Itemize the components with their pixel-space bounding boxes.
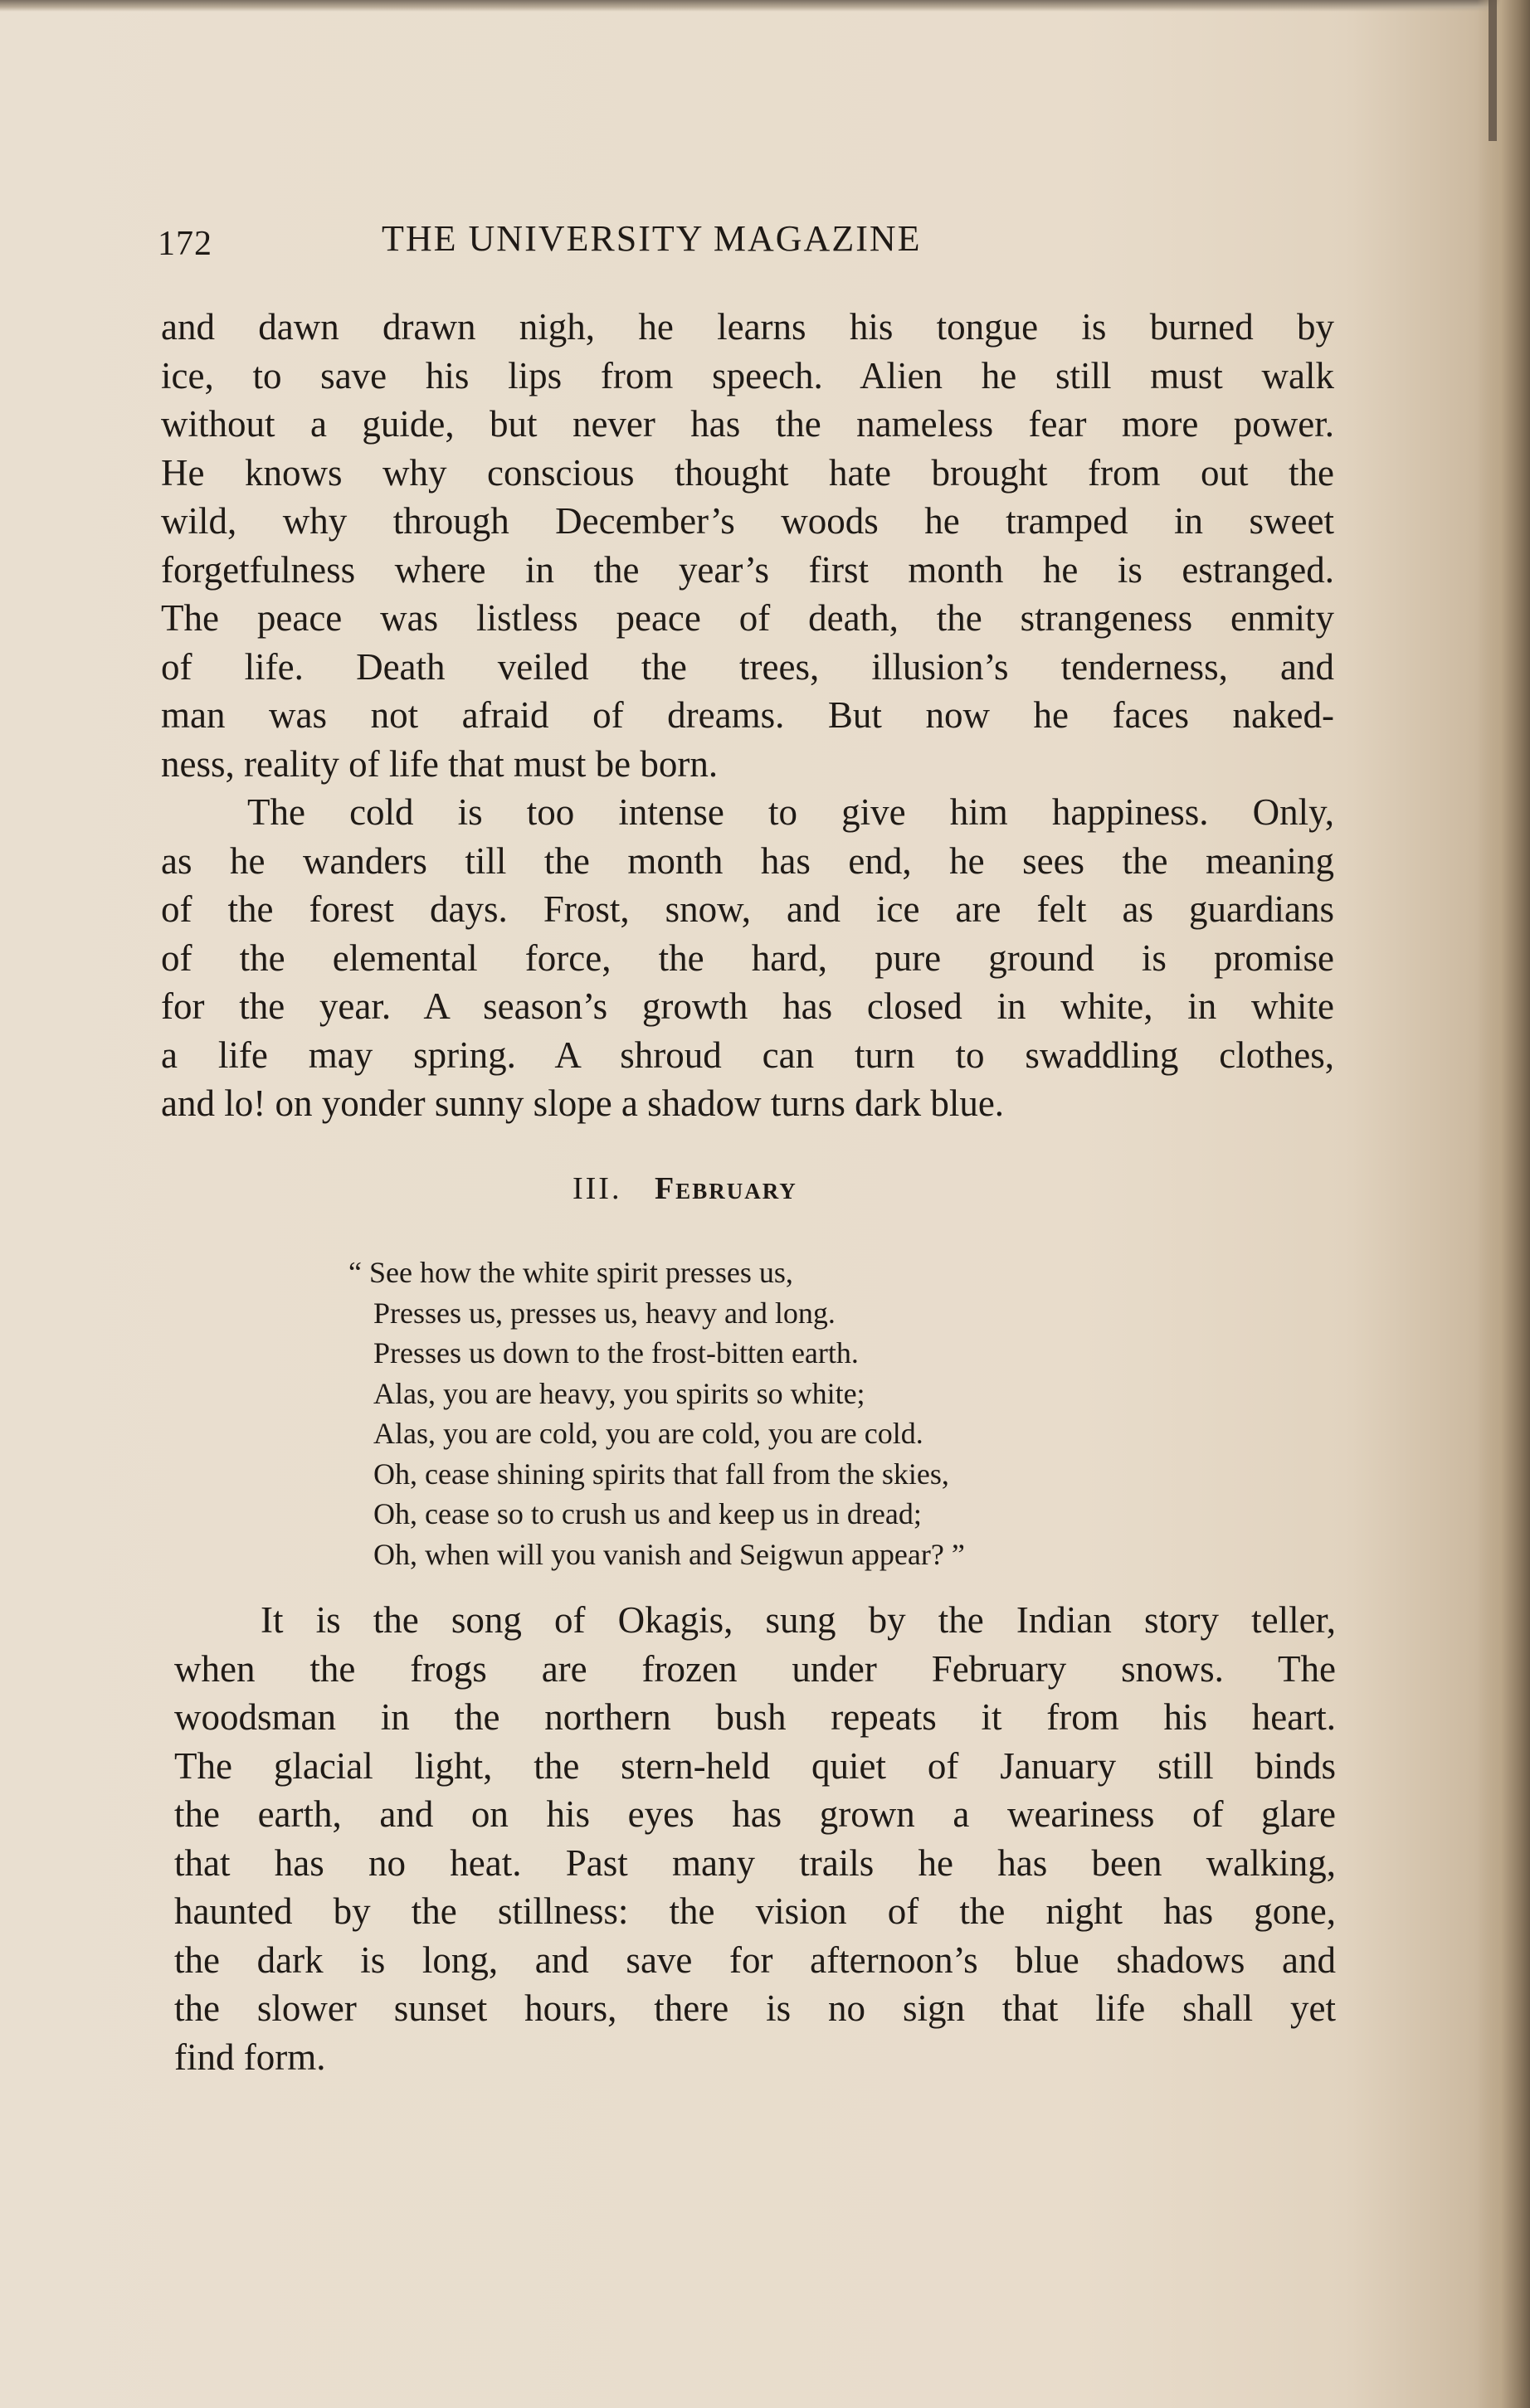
paragraph-1-line: without a guide, but never has the nameless fear more power. (161, 403, 1334, 445)
binding-mark (1489, 0, 1497, 141)
paragraph-3-line: the earth, and on his eyes has grown a weariness of glare (174, 1793, 1336, 1835)
page-number: 172 (158, 225, 212, 263)
paragraph-3-line: woodsman in the northern bush repeats it from his heart. (174, 1696, 1336, 1738)
paragraph-2-line: of the forest days. Frost, snow, and ice are felt as guardians (161, 888, 1334, 930)
poem-line: “ See how the white spirit presses us, (348, 1256, 793, 1289)
paragraph-3-line: that has no heat. Past many trails he has been walking, (174, 1841, 1336, 1884)
paragraph-1-line: wild, why through December’s woods he tramped in sweet (161, 500, 1334, 542)
text-block-top (161, 303, 1334, 1128)
paragraph-3-line: the slower sunset hours, there is no sign that life shall yet (174, 1987, 1336, 2029)
paragraph-1-line: and dawn drawn nigh, he learns his tongue is burned by (161, 306, 1334, 348)
paragraph-2-line: a life may spring. A shroud can turn to swaddling clothes, (161, 1034, 1334, 1076)
running-title: THE UNIVERSITY MAGAZINE (382, 218, 922, 259)
paragraph-3-line: when the frogs are frozen under February snows. The (174, 1647, 1336, 1690)
paragraph-3-line: find form. (174, 2036, 326, 2078)
paragraph-3-line: haunted by the stillness: the vision of the night has gone, (174, 1890, 1336, 1932)
paragraph-1-line: forgetfulness where in the year’s first month he is estranged. (161, 548, 1334, 591)
section-title: February (654, 1171, 797, 1206)
poem-line: Presses us, presses us, heavy and long. (373, 1296, 836, 1330)
poem-line: Alas, you are cold, you are cold, you are cold. (373, 1417, 923, 1450)
paragraph-2-line: as he wanders till the month has end, he sees the meaning (161, 839, 1334, 882)
paragraph-3-line: It is the song of Okagis, sung by the Indian story teller, (261, 1599, 1336, 1641)
poem-line: Oh, cease shining spirits that fall from the skies, (373, 1457, 949, 1491)
paragraph-1-line: ness, reality of life that must be born. (161, 742, 719, 785)
section-heading (573, 1170, 797, 1207)
poem-line: Oh, cease so to crush us and keep us in dread; (373, 1497, 922, 1530)
poem-line: Presses us down to the frost-bitten earth. (373, 1336, 859, 1369)
page-gutter-edge (1477, 0, 1530, 2408)
paragraph-1-line: ice, to save his lips from speech. Alien he still must walk (161, 354, 1334, 396)
page-top-shadow (0, 0, 1530, 12)
poem-line: Alas, you are heavy, you spirits so white; (373, 1376, 865, 1410)
paragraph-2-line: of the elemental force, the hard, pure ground is promise (161, 936, 1334, 979)
paragraph-1-line: of life. Death veiled the trees, illusion’s tenderness, and (161, 645, 1334, 688)
paragraph-3-line: the dark is long, and save for afternoon’s blue shadows and (174, 1939, 1336, 1981)
paragraph-2-line: and lo! on yonder sunny slope a shadow turns dark blue. (161, 1082, 1005, 1124)
text-block-bottom (174, 1596, 1336, 2081)
page-header (158, 217, 1054, 275)
paragraph-1-line: He knows why conscious thought hate brought from out the (161, 451, 1334, 494)
paragraph-2-line: for the year. A season’s growth has closed in white, in white (161, 985, 1334, 1027)
paragraph-1-line: man was not afraid of dreams. But now he faces naked- (161, 694, 1334, 736)
paragraph-1-line: The peace was listless peace of death, the strangeness enmity (161, 597, 1334, 639)
poem-line: Oh, when will you vanish and Seigwun appear? ” (373, 1537, 965, 1571)
paragraph-3-line: The glacial light, the stern-held quiet of January still binds (174, 1744, 1336, 1787)
poem-quotation (348, 1253, 1162, 1574)
section-number: III. (573, 1171, 622, 1206)
paragraph-2-line: The cold is too intense to give him happiness. Only, (247, 791, 1334, 833)
